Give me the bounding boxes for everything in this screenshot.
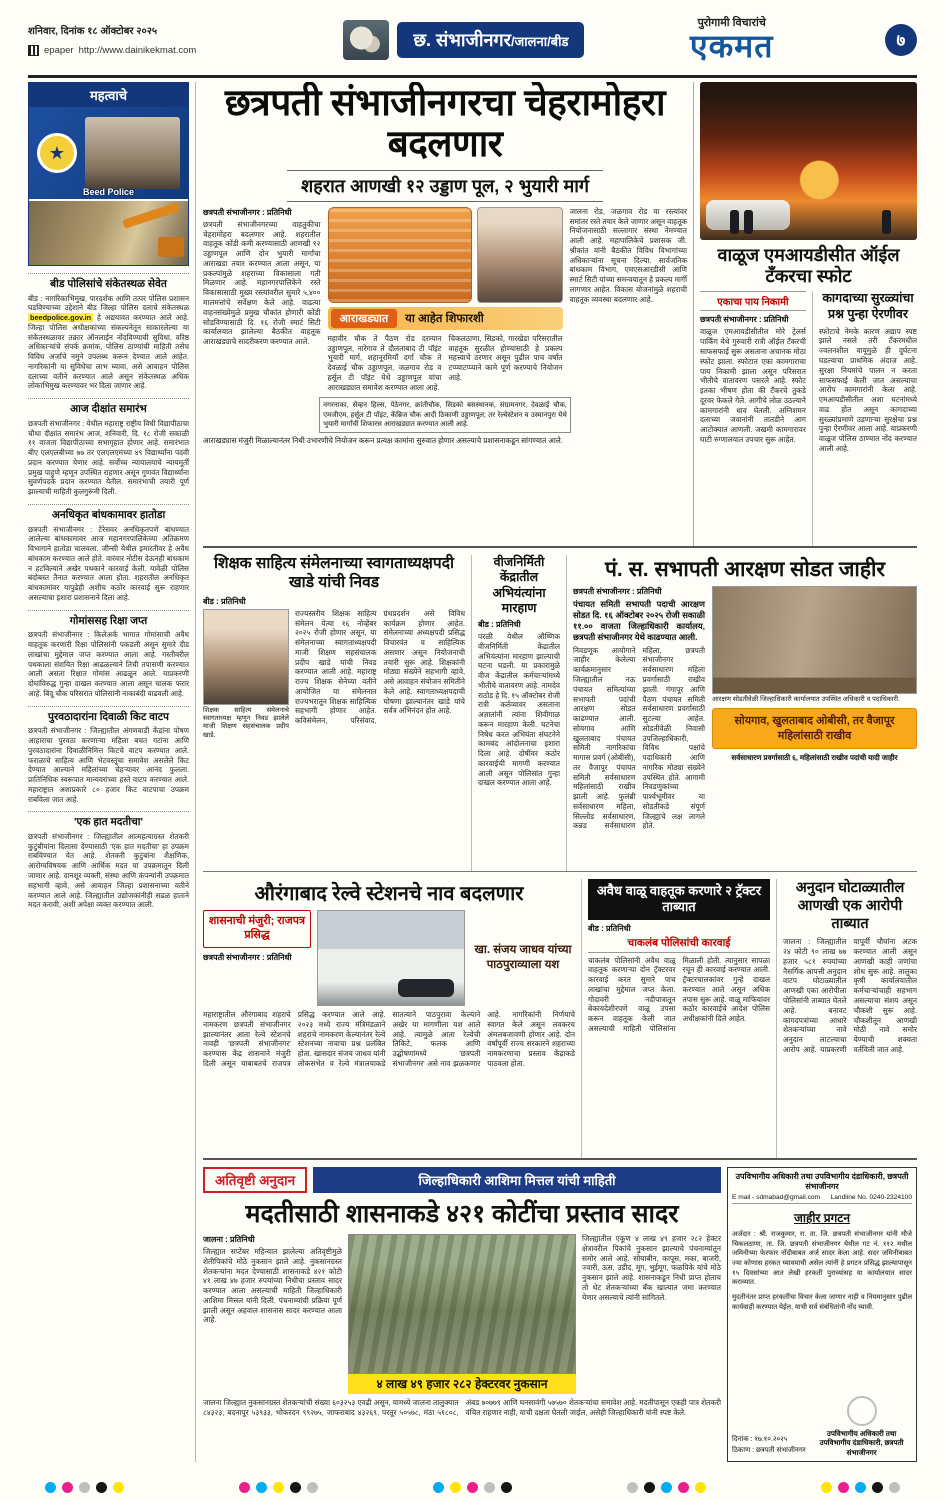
notice-place: ठिकाण : छत्रपती संभाजीनगर [732,1447,806,1454]
lead-headline: छत्रपती संभाजीनगरचा चेहरामोहरा बदलणार [224,82,666,165]
edition-bar [397,22,584,58]
lead-story [203,82,687,546]
flood-col-left: जिल्ह्यात सप्टेंबर महिन्यात झालेल्या अतिवृष्टीमुळे शेतीपिकांचे मोठे नुकसान झाले आहे. नुकसानग्रस्त शेतकऱ्यांना मदत देण्यासाठी शासनाकडे ४२१ कोटी ४१ लाख ४७ हजार रुपयांच्या निधीचा प्रस्ताव सादर करण्यात आला असल्याची माहिती जिल्हाधिकारी आशिमा मित्तल यांनी दिली. पंचनाम्यांची प्रक्रिया पूर्ण झाली असून अहवाल शासनास सादर करण्यात आला आहे. [203,1247,342,1325]
railway-story [203,879,575,1158]
left-article-title: पुरवठादारांना दिवाळी किट वाटप [48,710,169,723]
important-section-title: महत्वाचे [29,83,188,107]
sabhapati-byline: छत्रपती संभाजीनगर : प्रतिनिधी [573,587,662,596]
power-headline: वीजनिर्मिती केंद्रातील अभियंत्यांना मारहाण [492,555,546,615]
grant-headline: अनुदान घोटाळ्यातील आणखी एक आरोपी ताब्यात [795,880,905,933]
sabhapati-story [573,555,917,871]
police-caption: Beed Police [82,187,135,197]
sabhapati-body: निवडणूक आयोगाने जाहीर केलेल्या कार्यक्रमानुसार जिल्ह्यातील नऊ पंचायत समित्यांच्या सभापती पदांची आरक्षण सोडत काढण्यात आली. सोयगाव आणि खुलताबाद पंचायत समिती नागरिकांचा मागास प्रवर्ग (ओबीसी), तर वैजापूर पंचायत समिती सर्वसाधारण महिलांसाठी राखीव झाली आहे. फुलंब्री सर्वसाधारण महिला, सिल्लोड सर्वसाधारण, कन्नड सर्वसाधारण महिला, छत्रपती संभाजीनगर सर्वसाधारण महिला प्रवर्गासाठी राखीव झाली. गंगापूर आणि पैठण पंचायत समिती सर्वसाधारण प्रवर्गासाठी सुटल्या आहेत. सोडतीवेळी निवासी उपजिल्हाधिकारी, विविध पक्षांचे पदाधिकारी आणि नागरिक मोठ्या संख्येने उपस्थित होते. आगामी निवडणुकांच्या पार्श्वभूमीवर या सोडतीकडे संपूर्ण जिल्ह्याचे लक्ष लागले होते. [573,645,705,831]
main-area [203,82,917,1462]
railway-body: महाराष्ट्रातील औरंगाबाद शहराचे नामकरण छत्रपती संभाजीनगर झाल्यानंतर आता रेल्वे स्टेशनचे नावही 'छत्रपती संभाजीनगर' करण्यास केंद्र शासनाने मंजुरी दिली असून याबाबतचे राजपत्र प्रसिद्ध करण्यात आले आहे. २०२३ मध्ये राज्य मंत्रिमंडळाने शहराचे नामकरण केल्यानंतर रेल्वे स्टेशनच्या नावाचा प्रश्न प्रलंबित होता. खासदार संजय जाधव यांनी लोकसभेत व रेल्वे मंत्रालयाकडे सातत्याने पाठपुरावा केल्याने अखेर या मागणीला यश आले आहे. त्यामुळे आता रेल्वेची तिकिटे, फलक आणि उद्घोषणांमध्ये 'छत्रपती संभाजीनगर' असे नाव झळकणार आहे. नागरिकांनी निर्णयाचे स्वागत केले असून लवकरच अंमलबजावणी होणार आहे. दोन वर्षांपूर्वी राज्य सरकारने शहराच्या नामकरणाचा प्रस्ताव केंद्राकडे पाठवला होता. [203,1010,575,1068]
excavator-photo [29,201,188,265]
khade-photo-caption: शिक्षक साहित्य संमेलनाचे स्वागताध्यक्ष म्हणून निवड झालेले माजी शिक्षण सहसंचालक प्रदीप खाडे. [203,706,289,739]
date-line: शनिवार, दिनांक १८ ऑक्टोबर २०२५ [28,26,158,37]
edition-main: छ. संभाजीनगर [413,29,512,50]
sand-tractor-story [581,879,777,1158]
flood-byline: जालना : प्रतिनिधी [203,1235,255,1244]
flood-col-right: जिल्ह्यातील एकूण ४ लाख ४९ हजार २८२ हेक्टर क्षेत्रावरील पिकांचे नुकसान झाल्याचे पंचनाम्यांतून समोर आले आहे. सोयाबीन, कापूस, मका, बाजरी, ज्वारी, ऊस, उडीद, मूग, भुईमूग, फळपिके यांचे मोठे नुकसान झाले आहे. शासनाकडून निधी प्राप्त होताच तो थेट शेतकऱ्यांच्या बँक खात्यात जमा करण्यात येणार असल्याचे त्यांनी सांगितले. [582,1234,721,1302]
lead-col1: छत्रपती संभाजीनगरच्या वाहतुकीचा चेहरामोहरा बदलणार आहे. शहरातील वाहतूक कोंडी कमी करण्यासाठी आणखी १२ उड्डाणपूल आणि दोन भुयारी मार्गांचा आराखडा तयार करण्यात आला असून, या प्रकल्पांमुळे शहराच्या विकासाला गती मिळणार आहे. महानगरपालिकेने रस्ते विकासासाठी मुख्य रस्त्यांवरील सुमारे ५,४०० मालमत्तांचे सर्वेक्षण केले आहे. वाढत्या वाहनसंख्येमुळे प्रमुख चौकांत होणारी कोंडी सोडविण्यासाठी दि. १६ रोजी स्मार्ट सिटी कार्यालयात झालेल्या बैठकीत वाहतूक आराखड्याचे सादरीकरण करण्यात आले. [203,219,321,347]
important-box [28,82,189,266]
sabhapati-lede: पंचायत समिती सभापती पदाची आरक्षण सोडत दि. १६ ऑक्टोबर २०२५ रोजी सकाळी ११.०० वाजता जिल्हाधिकारी कार्यालय, छत्रपती संभाजीनगर येथे काढण्यात आली. [573,599,705,642]
power-body: परळी येथील औष्णिक वीजनिर्मिती केंद्रातील अभियंत्यांना मारहाण झाल्याची घटना घडली. या प्रकारामुळे वीज केंद्रातील कर्मचाऱ्यांमध्ये भीतीचे वातावरण आहे. नामदेव राठोड हे दि. १५ ऑक्टोबर रोजी रात्री कर्तव्यावर असताना अज्ञातांनी त्यांना शिवीगाळ करून मारहाण केली. घटनेचा निषेध करत अभियंता संघटनेने कामबंद आंदोलनाचा इशारा दिला आहे. दोषींवर कठोर कारवाईची मागणी करण्यात आली असून पोलिसांत गुन्हा दाखल करण्यात आला आहे. [478,632,560,788]
registration-dots-group [821,1482,900,1493]
police-officer-photo [85,117,180,189]
left-article-body: छत्रपती संभाजीनगर : जिल्ह्यातील आत्महत्याग्रस्त शेतकरी कुटुंबीयांना दिलासा देण्यासाठी 'एक हात मदतीचा' हा उपक्रम राबविण्यात येत आहे. शेतकरी कुटुंबांना शैक्षणिक, आरोग्यविषयक आणि आर्थिक मदत या उपक्रमातून दिली जाणार आहे. दानशूर व्यक्ती, संस्था आणि कंपन्यांनी उपक्रमात सहभागी व्हावे, असे आवाहन जिल्हा प्रशासनाच्या वतीने करण्यात आले आहे. जिल्ह्यातील उद्योजकांनीही सढळ हाताने मदत करावी, अशी अपेक्षा व्यक्त करण्यात आली. [28,831,189,910]
body-text: बीड : नागरिकाभिमुख, पारदर्शक आणि तत्पर पोलिस प्रशासन घडविण्याच्या उद्देशाने बीड जिल्हा पोलिस दलाचे संकेतस्थळ [28,293,189,313]
left-article-title: 'एक हात मदतीचा' [74,816,143,829]
masthead-block [690,15,774,64]
page-number-badge: ७ [885,24,917,56]
recommendations-highlight [328,307,563,330]
tanker-fire-photo [700,82,917,240]
official-portrait-photo [477,207,563,303]
teacher-byline: बीड : प्रतिनिधी [203,596,246,606]
office-stamp-icon [847,1396,877,1426]
building-photo [328,207,472,303]
grant-body: जालना : जिल्ह्यातील २४ कोटी ९० लाख ७७ हजार ५८१ रुपयांच्या नैसर्गिक आपत्ती अनुदान वाटप घोटाळ्यातील आणखी एका आरोपीला पोलिसांनी ताब्यात घेतले आहे. बनावट कागदपत्रांच्या आधारे शेतकऱ्यांच्या नावे अनुदान लाटल्याचा आरोप आहे. याप्रकरणी यापूर्वी चौघांना अटक करण्यात आली असून आणखी काही जणांचा शोध सुरू आहे. तालुका कृषी कार्यालयातील कर्मचाऱ्यांचाही सहभाग असल्याचा संशय असून चौकशी सुरू आहे. चौकशीतून आणखी मोठी नावे समोर येण्याची शक्यता वर्तविली जात आहे. [783,937,917,1054]
lead-byline: छत्रपती संभाजीनगर : प्रतिनिधी [203,207,292,217]
notice-date: दिनांक : १७.१०.२०२५ [732,1436,788,1443]
lead-col2: महावीर चौक ते पैठण रोड दरम्यान उड्डाणपूल, नारेगाव ते दौलताबाद टी पॉइंट भुयारी मार्ग, शहानूरमियाँ दर्गा चौक ते देवळाई चौक उड्डाणपूल, जळगाव रोड व हर्सूल टी पॉइंट येथे उड्डाणपूल यांचा आराखड्यात समावेश करण्यात आला आहे. [327,333,442,392]
registration-dots-group [239,1482,318,1493]
railway-byline: छत्रपती संभाजीनगर : प्रतिनिधी [203,952,292,962]
masthead: एकमत [689,28,774,65]
sabhapati-headline: पं. स. सभापती आरक्षण सोडत जाहीर [604,558,886,581]
flood-damage-photo [348,1234,576,1374]
body-text: हे अद्ययावत करण्यात आले आहे. जिल्हा पोलिस अधीक्षकांच्या संकल्पनेतून साकारलेल्या या संकेतस्थळावर तक्रार ऑनलाईन नोंदविण्याची सुविधा, वरिष्ठ अधिकाऱ्यांचे संपर्क क्रमांक, पोलिस ठाण्यांची माहिती तसेच विविध अर्जांचे नमुने उपलब्ध करून देण्यात आले आहेत. नागरिकांनी या सुविधेचा लाभ घ्यावा, असे आवाहन पोलिस दलाच्या वतीने करण्यात आले असून संकेतस्थळ अधिक लोकाभिमुख करण्यावर भर दिला जाणार आहे. [28,313,190,391]
left-article-diwali-kit [28,706,189,805]
teacher-sammelan-story [203,555,465,871]
notice-para-1: अर्जदार : श्री. राजकुमार, रा. ता. जि. छत्रपती संभाजीनगर यांनी मौजे चिकलठाणा, ता. जि. छत्रपती संभाजीनगर येथील गट नं. ११२ मधील जमिनीच्या फेरफार नोंदीबाबत अर्ज सादर केला आहे. सदर जमिनीबाबत ज्या कोणास हरकत घ्यावयाची असेल त्यांनी हे प्रगटन प्रसिद्ध झाल्यापासून १५ दिवसांच्या आत लेखी हरकती पुराव्यांसह या कार्यालयात सादर कराव्यात. [732,1231,912,1287]
highlight-text: या आहेत शिफारशी [405,312,484,325]
left-article-body [28,294,189,392]
left-article-body: छत्रपती संभाजीनगर : किलेअर्क भागात गोमांसाची अवैध वाहतूक करणारी रिक्षा पोलिसांनी पकडली असून सुमारे दीड लाखांचा मुद्देमाल जप्त करण्यात आला आहे. गस्तीवरील पथकाला संशयित रिक्षा आढळल्याने तिची तपासणी करण्यात आली असता रिक्षात गोमांस आढळून आले. याप्रकरणी दोघांविरुद्ध गुन्हा दाखल करण्यात आला असून चालक फरार आहे. बिंदू चौक परिसरात पोलिसांनी नाकाबंदी वाढवली आहे. [28,630,189,698]
paper-rolls-body: स्फोटाचे नेमके कारण अद्याप स्पष्ट झाले नसले तरी टँकरमधील ज्वलनशील वायूमुळे ही दुर्घटना घडल्याचा प्राथमिक अंदाज आहे. सुरक्षा नियमांचे पालन न करता साफसफाई केली जात असल्याचा आरोप कामगारांनी केला आहे. एमआयडीसीतील अशा घटनांमध्ये वाढ होत असून कागदाच्या सुरळ्यांप्रमाणे उडणाऱ्या सुरक्षेचा प्रश्न पुन्हा ऐरणीवर आला आहे. याप्रकरणी वाळूज पोलिस ठाण्यात नोंद करण्यात आली आहे. [818,326,917,453]
edition-block [343,20,584,60]
khade-portrait-photo [203,609,289,705]
mid-band [203,552,917,872]
sand-body: चाकलंब पोलिसांनी अवैध वाळू वाहतूक करणाऱ्या दोन ट्रॅक्टरवर कारवाई करत सुमारे पाच लाखांचा मुद्देमाल जप्त केला. गोदावरी नदीपात्रातून बेकायदेशीरपणे वाळू उपसा करून वाहतूक केली जात असल्याची माहिती पोलिसांना मिळाली होती. त्यानुसार सापळा रचून ही कारवाई करण्यात आली. ट्रॅक्टरचालकांवर गुन्हे दाखल करण्यात आले असून अधिक तपास सुरू आहे. वाळू माफियांवर कठोर कारवाईचे आदेश पोलिस अधीक्षकांनी दिले आहेत. [588,955,770,1033]
paper-rolls-headline: कागदाच्या सुरळ्यांचा प्रश्न पुन्हा ऐरणीवर [822,291,914,322]
registration-marks-row [0,1482,945,1493]
lead-last-line: आराखड्यास मंजुरी मिळाल्यानंतर निधी उभारणीचे नियोजन करून प्रत्यक्ष कामांना सुरुवात होणार असल्याचे प्रशासनाकडून सांगण्यात आले. [203,435,563,445]
teacher-headline: शिक्षक साहित्य संमेलनाच्या स्वागताध्यक्षपदी खाडे यांची निवड [214,555,454,591]
tanker-story [693,82,917,546]
railway-station-photo [317,910,465,1006]
left-article-body: छत्रपती संभाजीनगर : येथील महाराष्ट्र राष्ट्रीय विधी विद्यापीठाचा चौथा दीक्षांत समारंभ आज, शनिवारी, दि. १८ रोजी सकाळी ११ वाजता विद्यापीठाच्या सभागृहात होणार आहे. समारंभात बीए एलएलबीच्या ७७ तर एलएलएमच्या ४९ विद्यार्थ्यांना पदवी प्रदान करण्यात येणार आहे. सर्वोच्च न्यायालयाचे न्यायमूर्ती प्रमुख पाहुणे म्हणून उपस्थित राहणार असून गुणवंत विद्यार्थ्यांना सुवर्णपदके प्रदान करण्यात येतील. समारंभाची तयारी पूर्ण झाल्याची माहिती कुलगुरूंनी दिली. [28,418,189,497]
flood-headline: मदतीसाठी शासनाकडे ४२१ कोटींचा प्रस्ताव सादर [245,1200,679,1228]
page-content [28,82,917,1462]
notice-email-link[interactable]: E mail - sdmabad@gmail.com [732,1194,821,1201]
left-article-rickshaw [28,610,189,699]
bottom-band [203,1164,917,1462]
flood-photo-caption: ४ लाख ४९ हजार २८२ हेक्टरवर नुकसान [348,1374,576,1394]
left-article-helping-hand [28,811,189,910]
police-emblem-icon: ★ [37,133,77,173]
left-article-title: अनधिकृत बांधकामावर हातोडा [51,508,166,521]
registration-dots-group [433,1482,512,1493]
lottery-photo-caption: आरक्षण सोडतीवेळी जिल्हाधिकारी कार्यालयात उपस्थित अधिकारी व पदाधिकारी. [712,696,900,703]
sand-headline: अवैध वाळू वाहतूक करणारे २ ट्रॅक्टर ताब्यात [588,879,770,920]
top-band [203,82,917,548]
left-article-convocation [28,398,189,497]
edition-logo [343,20,389,60]
railway-side-note: खा. संजय जाधव यांच्या पाठपुराव्याला यश [474,944,572,971]
epaper-qr-icon [28,45,39,56]
left-article-website [28,273,189,391]
left-article-title: बीड पोलिसांचे संकेतस्थळ सेवेत [50,278,167,290]
lottery-meeting-photo [712,586,917,694]
flood-relief-story [203,1167,721,1462]
tanker-body: वाळूज एमआयडीसीतील मोरे ट्रेलर्स पार्किंग येथे गुरुवारी रात्री ऑईल टँकरची साफसफाई सुरू असताना अचानक मोठा स्फोट झाला. स्फोटात एका कामगाराचा पाय निकामी झाला असून परिसरात भीतीचे वातावरण पसरले आहे. स्फोट इतका भीषण होता की टँकरचे तुकडे दूरवर फेकले गेले. आगीचे लोळ उठल्याने कामगारांनी धाव घेतली. अग्निशमन दलाच्या जवानांनी तातडीने आग आटोक्यात आणली. जखमी कामगारावर घाटी रुग्णालयात उपचार सुरू आहेत. [700,327,806,444]
edition-sub: /जालना/बीड [511,33,569,49]
notice-date-place [732,1435,806,1457]
low-band [203,876,917,1160]
notice-signature [811,1396,912,1457]
beedpolice-link[interactable]: beedpolice.gov.in [30,313,92,323]
left-article-title: आज दीक्षांत समारंभ [70,403,147,416]
registration-dots-group [45,1482,124,1493]
tanker-byline: छत्रपती संभाजीनगर : प्रतिनिधी [700,315,789,325]
left-article-body: छत्रपती संभाजीनगर : टेरेसवर अनधिकृतपणे बांधण्यात आलेल्या बांधकामावर आज महानगरपालिकेच्या अतिक्रमण विभागाने हातोडा चालवला. जीन्सी येथील इमारतीवर हे अवैध बांधकाम करण्यात आले होते. वारंवार नोटीस देऊनही बांधकाम न हटविल्याने अखेर पथकाने कारवाई केली. यावेळी पोलिस बंदोबस्त तैनात करण्यात आला होता. शहरातील अनधिकृत बांधकामांवर यापुढेही अशीच कठोर कारवाई सुरू राहणार असल्याचा इशारा प्रशासनाने दिला आहे. [28,524,189,602]
epaper-link[interactable]: epaper [44,45,74,56]
beed-police-graphic [29,107,188,199]
epaper-row [28,45,238,56]
left-article-body: छत्रपती संभाजीनगर : जिल्ह्यातील अंगणवाडी केंद्रांना पोषण आहाराचा पुरवठा करणाऱ्या महिला बचत गटांना आणि पुरवठादारांना दिवाळीनिमित्त किटचे वाटप करण्यात आले. फराळाचे साहित्य आणि भेटवस्तूंचा समावेश असलेले किट देण्यात आल्याने महिलांच्या चेहऱ्यावर आनंद फुलला. प्रातिनिधिक स्वरूपात मान्यवरांच्या हस्ते वाटप करण्यात आले. महाराष्ट्रात अशाप्रकारे ८० हजार किट वाटपाचा उपक्रम राबविला जात आहे. [28,726,189,804]
lead-col3: चिकलठाणा, सिडको, गारखेडा परिसरातील वाहतूक सुरळीत होण्यासाठी हे प्रकल्प महत्त्वाचे ठरणार असून पुढील पाच वर्षांत टप्प्याटप्प्याने कामे पूर्ण करण्याचे नियोजन आहे. [448,333,563,382]
railway-headline: औरंगाबाद रेल्वे स्टेशनचे नाव बदलणार [254,883,524,905]
lead-subhead: शहरात आणखी १२ उड्डाण पूल, २ भुयारी मार्ग [287,170,603,202]
power-plant-story [471,555,567,871]
grant-scam-story [783,879,917,1158]
flyover-list-box: नगरनाका, सेव्हन हिल्स, पेठेनगर, क्रांतीचौक, सिडको बसस्थानक, संग्रामनगर, देवळाई चौक, एमजीएम, हर्सूल टी पॉइंट, केंब्रिज चौक आदी ठिकाणी उड्डाणपूल; तर रेल्वेस्टेशन व उस्मानपुरा येथे भुयारी मार्गांची शिफारस आराखड्यात करण्यात आली आहे. [319,397,571,432]
reservation-highlight-box: सोयगाव, खुलताबाद ओबीसी, तर वैजापूर महिलांसाठी राखीव [712,708,917,749]
site-url-link[interactable]: http://www.dainikekmat.com [78,45,197,56]
header-left [28,23,238,56]
registration-dots-group [627,1482,706,1493]
tagline: पुरोगामी विचारांचे [697,17,766,30]
left-article-title: गोमांससह रिक्षा जप्त [69,614,148,627]
sand-byline: बीड : प्रतिनिधी [588,923,631,933]
flood-bottom-text: जालना जिल्ह्यात नुकसानग्रस्त शेतकऱ्यांची संख्या ६०३२५३ एवढी असून, यामध्ये जालना तालुक्यात ८४३२३, बदनापूर ५३९३३, भोकरदन ९९२७५, जाफराबाद ४३२६९, परतूर ५०५७८, मंठा ५१८०८, अंबड ७०७७९ आणि घनसावंगी ५७५७० शेतकऱ्यांचा समावेश आहे. मदतीपासून एकही पात्र शेतकरी वंचित राहणार नाही, याची दक्षता घेतली जाईल, असेही जिल्हाधिकारी यांनी स्पष्ट केले. [203,1398,721,1418]
public-notice-box [727,1167,917,1462]
notice-phone: Landline No. 0240-2324100 [830,1194,912,1201]
tanker-headline: वाळूज एमआयडीसीत ऑईल टँकरचा स्फोट [717,245,900,287]
teacher-body: राज्यस्तरीय शिक्षक साहित्य संमेलन येत्या १६ नोव्हेंबर २०२५ रोजी होणार असून, या संमेलनाच्या स्वागताध्यक्षपदी माजी शिक्षण सहसंचालक प्रदीप खाडे यांची निवड करण्यात आली आहे. महाराष्ट्र राज्य शिक्षक सेनेच्या वतीने आयोजित या संमेलनात राज्यभरातून शिक्षक साहित्यिक सहभागी होणार आहेत. कविसंमेलन, परिसंवाद, ग्रंथप्रदर्शन असे विविध कार्यक्रम होणार आहेत. संमेलनाच्या अध्यक्षपदी प्रसिद्ध विचारवंत व साहित्यिक असणार असून नियोजनाची तयारी सुरू आहे. शिक्षकांनी मोठ्या संख्येने सहभागी व्हावे, असे आवाहन संयोजन समितीने केले आहे. स्वागताध्यक्षपदाची घोषणा झाल्यानंतर खाडे यांचे सर्वत्र अभिनंदन होत आहे. [295,608,465,726]
reservation-side-note: सर्वसाधारण प्रवर्गासाठी ६, महिलांसाठी राखीव पदांची यादी जाहीर [731,752,898,762]
notice-para-2: मुदतीनंतर प्राप्त हरकतींचा विचार केला जाणार नाही व नियमानुसार पुढील कार्यवाही करण्यात येईल, याची सर्व संबंधितांनी नोंद घ्यावी. [732,1293,912,1311]
sand-subhead: चाकलंब पोलिसांची कारवाई [588,936,770,953]
flood-tag-box: अतिवृष्टी अनुदान [203,1167,307,1193]
page-header [28,8,917,78]
notice-title: जाहीर प्रगटन [793,1211,851,1225]
power-byline: बीड : प्रतिनिधी [478,620,521,629]
lead-col4: जालना रोड, जळगाव रोड या रस्त्यांवर समांतर रस्ते तयार केले जाणार असून वाहतूक नियोजनासाठी सल्लागार संस्था नेमण्यात आली आहे. महापालिकेचे प्रशासक जी. श्रीकांत यांनी बैठकीत विविध विभागांच्या अधिकाऱ्यांना सूचना दिल्या. सार्वजनिक बांधकाम विभाग, एमएसआरडीसी आणि स्मार्ट सिटी यांच्या समन्वयातून हे प्रकल्प मार्गी लागणार आहेत. विकास योजनांमुळे शहराची वाहतूक व्यवस्था बदलणार आहे. [569,206,687,304]
railway-kicker: शासनाची मंजुरी; राजपत्र प्रसिद्ध [203,910,311,948]
highlight-label: आराखड्यात [331,309,398,328]
notice-signatory: उपविभागीय अधिकारी तथा उपविभागीय दंडाधिकारी, छत्रपती संभाजीनगर [819,1428,904,1457]
collector-info-bar: जिल्हाधिकारी आशिमा मित्तल यांची माहिती [313,1167,721,1193]
left-article-demolition [28,504,189,603]
left-news-column [28,82,196,1462]
tanker-subhead: एकाचा पाय निकामी [700,291,806,311]
notice-office: उपविभागीय अधिकारी तथा उपविभागीय दंडाधिकारी, छत्रपती संभाजीनगर [735,1172,909,1191]
